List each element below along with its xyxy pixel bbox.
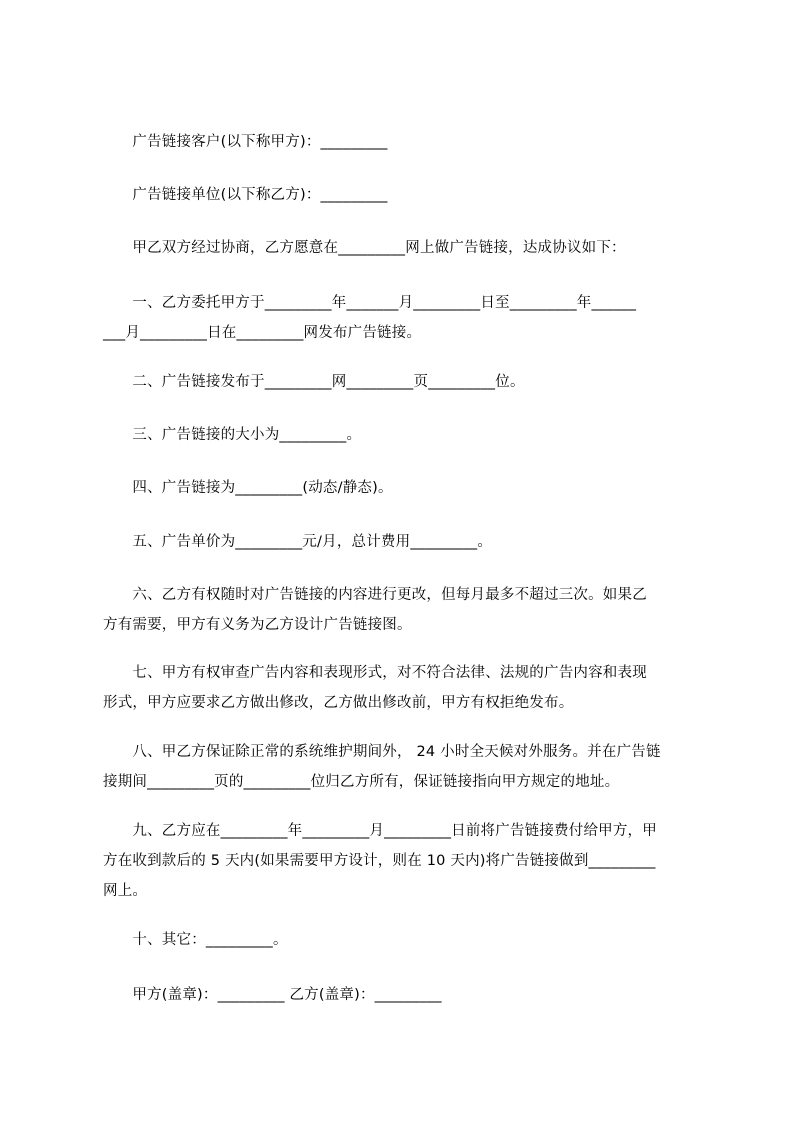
party-a-line: [103, 127, 703, 157]
text-line: 接期间_________页的_________位归乙方所有，保证链接指向甲方规定的地址。: [103, 774, 620, 790]
clause-1: [103, 288, 703, 348]
text-line: 广告链接客户(以下称甲方)：_________: [103, 134, 388, 150]
text-line: 形式，甲方应要求乙方做出修改，乙方做出修改前，甲方有权拒绝发布。: [103, 695, 574, 711]
clause-2: [103, 367, 703, 397]
text-line: 甲乙双方经过协商，乙方愿意在_________网上做广告链接，达成协议如下：: [103, 240, 626, 256]
text-line: 方有需要，甲方有义务为乙方设计广告链接图。: [103, 617, 412, 633]
party-b-line: [103, 180, 703, 210]
clause-10: [103, 925, 703, 955]
text-line: ___月_________日在_________网发布广告链接。: [103, 325, 422, 341]
text-line: 一、乙方委托甲方于_________年_______月_________日至_________年______: [103, 295, 637, 311]
clause-9: [103, 816, 703, 906]
text-line: 广告链接单位(以下称乙方)：_________: [103, 187, 388, 203]
signature-line: [103, 980, 703, 1010]
text-line: 二、广告链接发布于_________网_________页_________位。: [103, 374, 525, 390]
text-line: 四、广告链接为_________(动态/静态)。: [103, 480, 393, 496]
text-line: 七、甲方有权审查广告内容和表现形式，对不符合法律、法规的广告内容和表现: [103, 665, 647, 681]
clause-4: [103, 473, 703, 503]
clause-8: [103, 737, 703, 797]
text-line: 十、其它：_________。: [103, 932, 288, 948]
clause-6: [103, 580, 703, 640]
text-line: 方在收到款后的 5 天内(如果需要甲方设计，则在 10 天内)将广告链接做到_________: [103, 853, 656, 869]
text-line: 五、广告单价为_________元/月，总计费用_________。: [103, 534, 493, 550]
text-line: 网上。: [103, 883, 148, 899]
text-line: 三、广告链接的大小为_________。: [103, 427, 362, 443]
preamble: [103, 233, 703, 263]
text-line: 九、乙方应在_________年_________月_________日前将广告链接费付给甲方，甲: [103, 823, 657, 839]
clause-7: [103, 658, 703, 718]
clause-3: [103, 420, 703, 450]
text-line: 六、乙方有权随时对广告链接的内容进行更改，但每月最多不超过三次。如果乙: [103, 587, 647, 603]
text-line: 八、甲乙方保证除正常的系统维护期间外， 24 小时全天候对外服务。并在广告链: [103, 744, 661, 760]
text-line: 甲方(盖章)：_________ 乙方(盖章)：_________: [103, 987, 442, 1003]
clause-5: [103, 527, 703, 557]
